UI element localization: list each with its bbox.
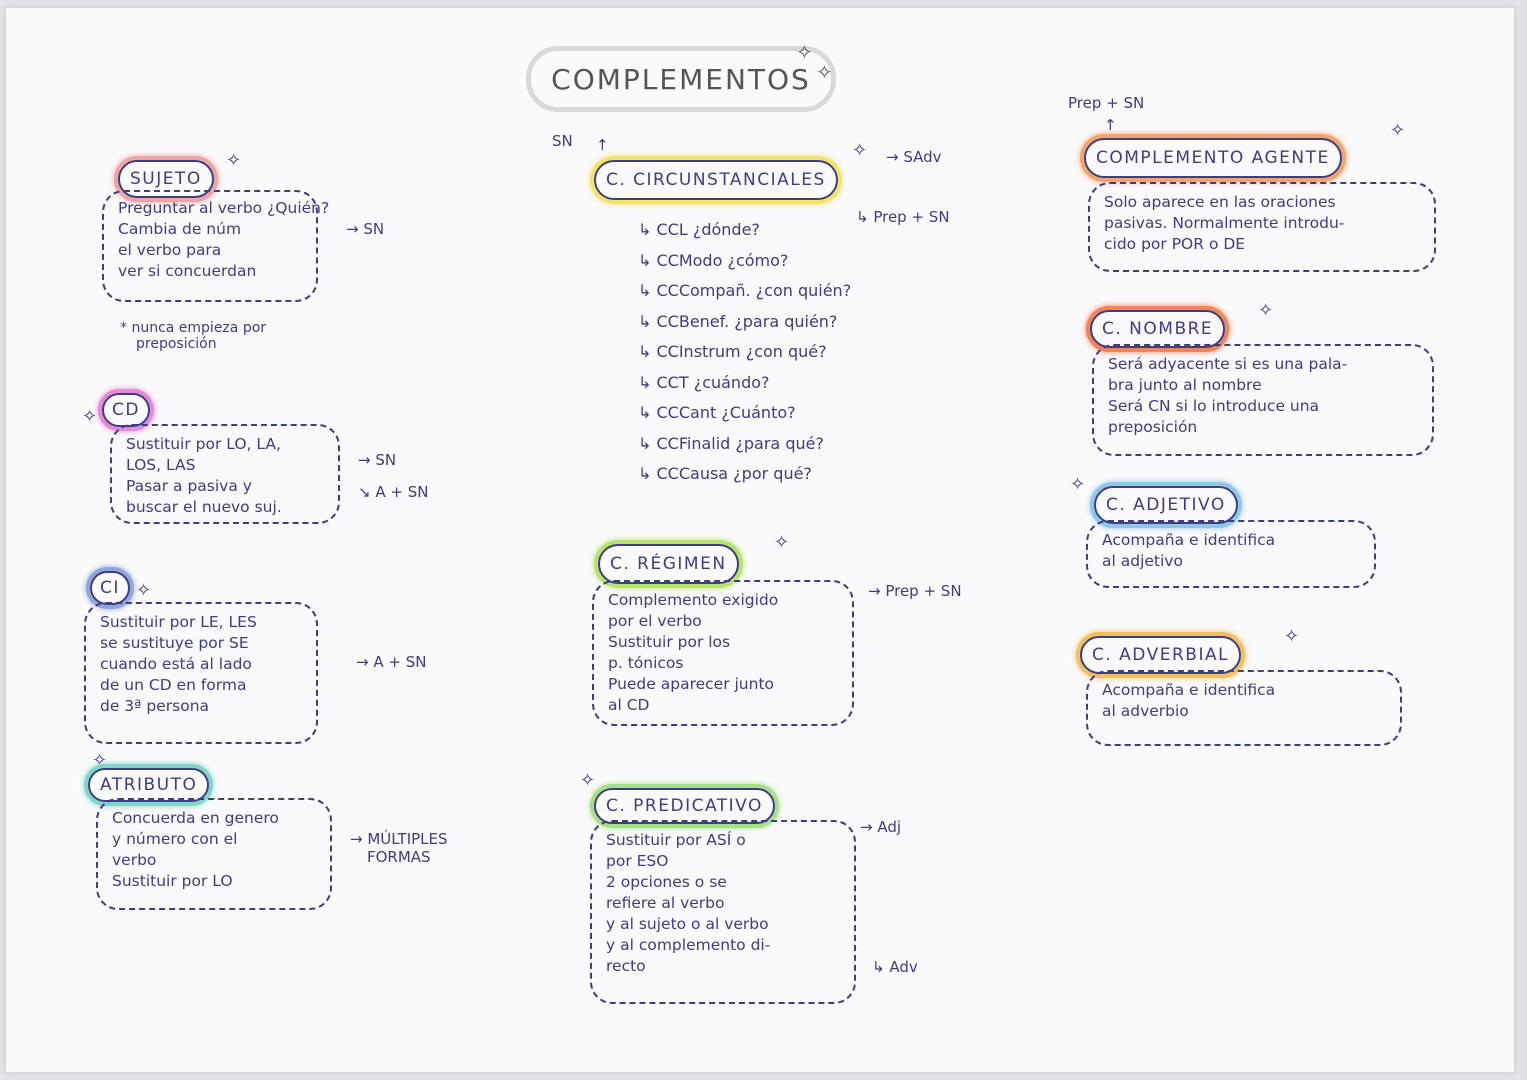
atributo-label: ATRIBUTO xyxy=(88,768,209,802)
sujeto-box xyxy=(102,190,330,302)
circ-arrow-sadv: → SAdv xyxy=(886,148,942,166)
agente-line: pasivas. Normalmente introdu- xyxy=(1104,214,1345,232)
agente-label: COMPLEMENTO AGENTE xyxy=(1084,138,1342,178)
sujeto-line: ver si concuerdan xyxy=(118,262,257,280)
regimen-box xyxy=(592,580,854,726)
circ-item: ↳ CCT ¿cuándo? xyxy=(638,372,770,392)
cd-arrow-sn: → SN xyxy=(358,451,397,469)
star-icon: ✧ xyxy=(774,532,790,553)
ci-label: CI xyxy=(90,571,130,605)
predicativo-line: 2 opciones o se xyxy=(606,873,727,891)
sujeto-line: Cambia de núm xyxy=(118,220,242,238)
atributo-box xyxy=(96,798,332,910)
adverbial-box xyxy=(1086,670,1402,746)
adjetivo-label: C. ADJETIVO xyxy=(1094,486,1238,524)
adverbial-line: Acompaña e identifica xyxy=(1102,681,1276,699)
circ-item: ↳ CCBenef. ¿para quién? xyxy=(638,311,838,331)
ci-line: Sustituir por LE, LES xyxy=(100,613,257,631)
ci-line: de 3ª persona xyxy=(100,697,210,715)
star-icon: ✧ xyxy=(82,406,98,427)
adjetivo-box xyxy=(1086,520,1376,588)
predicativo-line: refiere al verbo xyxy=(606,894,725,912)
nombre-line: Será CN si lo introduce una xyxy=(1108,397,1320,415)
predicativo-line: Sustituir por ASÍ o xyxy=(606,831,746,849)
atributo-line: Sustituir por LO xyxy=(112,872,233,890)
cd-box xyxy=(110,424,340,524)
title-block xyxy=(526,40,866,108)
regimen-line: por el verbo xyxy=(608,612,702,630)
predicativo-label: C. PREDICATIVO xyxy=(594,788,775,824)
star-icon: ✧ xyxy=(1258,300,1274,321)
cd-line: Pasar a pasiva y xyxy=(126,477,252,495)
nombre-line: Será adyacente si es una pala- xyxy=(1108,355,1348,373)
predicativo-arrow-adv: ↳ Adv xyxy=(872,958,918,976)
predicativo-box xyxy=(590,820,856,1004)
ci-line: de un CD en forma xyxy=(100,676,247,694)
regimen-line: al CD xyxy=(608,696,650,714)
star-icon: ✧ xyxy=(1070,474,1086,495)
agente-box xyxy=(1088,182,1436,272)
sujeto-arrow: → SN xyxy=(346,220,385,238)
star-icon: ✧ xyxy=(852,140,868,161)
regimen-line: Complemento exigido xyxy=(608,591,779,609)
regimen-arrow: → Prep + SN xyxy=(868,582,962,600)
up-arrow-icon: ↑ xyxy=(596,136,609,154)
ci-arrow: → A + SN xyxy=(356,653,427,671)
predicativo-arrow-adj: → Adj xyxy=(860,818,902,836)
circ-item: ↳ CCCant ¿Cuánto? xyxy=(638,403,796,422)
adverbial-label: C. ADVERBIAL xyxy=(1080,636,1241,674)
circunstanciales-label: C. CIRCUNSTANCIALES xyxy=(594,160,838,200)
circ-item: ↳ CCL ¿dónde? xyxy=(638,220,760,239)
adverbial-line: al adverbio xyxy=(1102,702,1189,720)
adjetivo-line: Acompaña e identifica xyxy=(1102,531,1276,549)
predicativo-line: y al complemento di- xyxy=(606,936,771,954)
sparkle-icon: ✧ xyxy=(816,60,833,84)
atributo-arrow-line: → MÚLTIPLES xyxy=(350,830,448,848)
circ-top-note: SN xyxy=(552,132,573,150)
cd-line: LOS, LAS xyxy=(126,456,196,474)
agente-line: cido por POR o DE xyxy=(1104,235,1246,253)
agente-top-note: Prep + SN xyxy=(1068,94,1145,112)
regimen-line: Sustituir por los xyxy=(608,633,731,651)
atributo-arrow-line: FORMAS xyxy=(366,848,431,866)
ci-box xyxy=(84,602,318,744)
adjetivo-line: al adjetivo xyxy=(1102,552,1183,570)
sparkle-icon: ✧ xyxy=(796,40,813,64)
circ-item: ↳ CCCompañ. ¿con quién? xyxy=(638,281,852,300)
ci-line: cuando está al lado xyxy=(100,655,252,673)
sujeto-note-line: preposición xyxy=(136,336,217,352)
circ-item: ↳ CCCausa ¿por qué? xyxy=(638,464,812,483)
atributo-arrow xyxy=(350,830,448,866)
cd-line: buscar el nuevo suj. xyxy=(126,498,282,516)
star-icon: ✧ xyxy=(92,750,108,771)
nombre-line: preposición xyxy=(1108,418,1198,436)
nombre-label: C. NOMBRE xyxy=(1090,310,1225,348)
agente-line: Solo aparece en las oraciones xyxy=(1104,193,1336,211)
star-icon: ✧ xyxy=(1284,626,1300,647)
nombre-line: bra junto al nombre xyxy=(1108,376,1262,394)
regimen-label: C. RÉGIMEN xyxy=(598,544,739,584)
regimen-line: Puede aparecer junto xyxy=(608,675,775,693)
nombre-box xyxy=(1092,344,1434,456)
sujeto-note-line: * nunca empieza por xyxy=(120,320,267,336)
ci-line: se sustituye por SE xyxy=(100,634,249,652)
paper-sheet xyxy=(6,8,1514,1072)
star-icon: ✧ xyxy=(226,150,242,171)
sujeto-line: Preguntar al verbo ¿Quién? xyxy=(118,199,330,217)
circ-arrow-prep: ↳ Prep + SN xyxy=(856,208,950,226)
star-icon: ✧ xyxy=(580,770,596,791)
regimen-line: p. tónicos xyxy=(608,654,684,672)
atributo-line: verbo xyxy=(112,851,157,869)
circunstanciales-list xyxy=(638,220,851,495)
predicativo-line: y al sujeto o al verbo xyxy=(606,915,769,933)
page-title: COMPLEMENTOS xyxy=(526,46,836,112)
atributo-line: y número con el xyxy=(112,830,238,848)
cd-line: Sustituir por LO, LA, xyxy=(126,435,281,453)
atributo-line: Concuerda en genero xyxy=(112,809,279,827)
cd-label: CD xyxy=(102,393,150,427)
sujeto-note xyxy=(120,320,266,352)
predicativo-line: por ESO xyxy=(606,852,669,870)
circ-item: ↳ CCInstrum ¿con qué? xyxy=(638,342,827,361)
circ-item: ↳ CCModo ¿cómo? xyxy=(638,250,789,270)
sujeto-label: SUJETO xyxy=(118,160,214,198)
sujeto-line: el verbo para xyxy=(118,241,222,259)
cd-arrow-asn: ↘ A + SN xyxy=(358,483,429,501)
circ-item: ↳ CCFinalid ¿para qué? xyxy=(638,433,824,453)
predicativo-line: recto xyxy=(606,957,646,975)
star-icon: ✧ xyxy=(1390,120,1406,141)
up-arrow-icon: ↑ xyxy=(1104,116,1117,134)
star-icon: ✧ xyxy=(136,580,152,601)
